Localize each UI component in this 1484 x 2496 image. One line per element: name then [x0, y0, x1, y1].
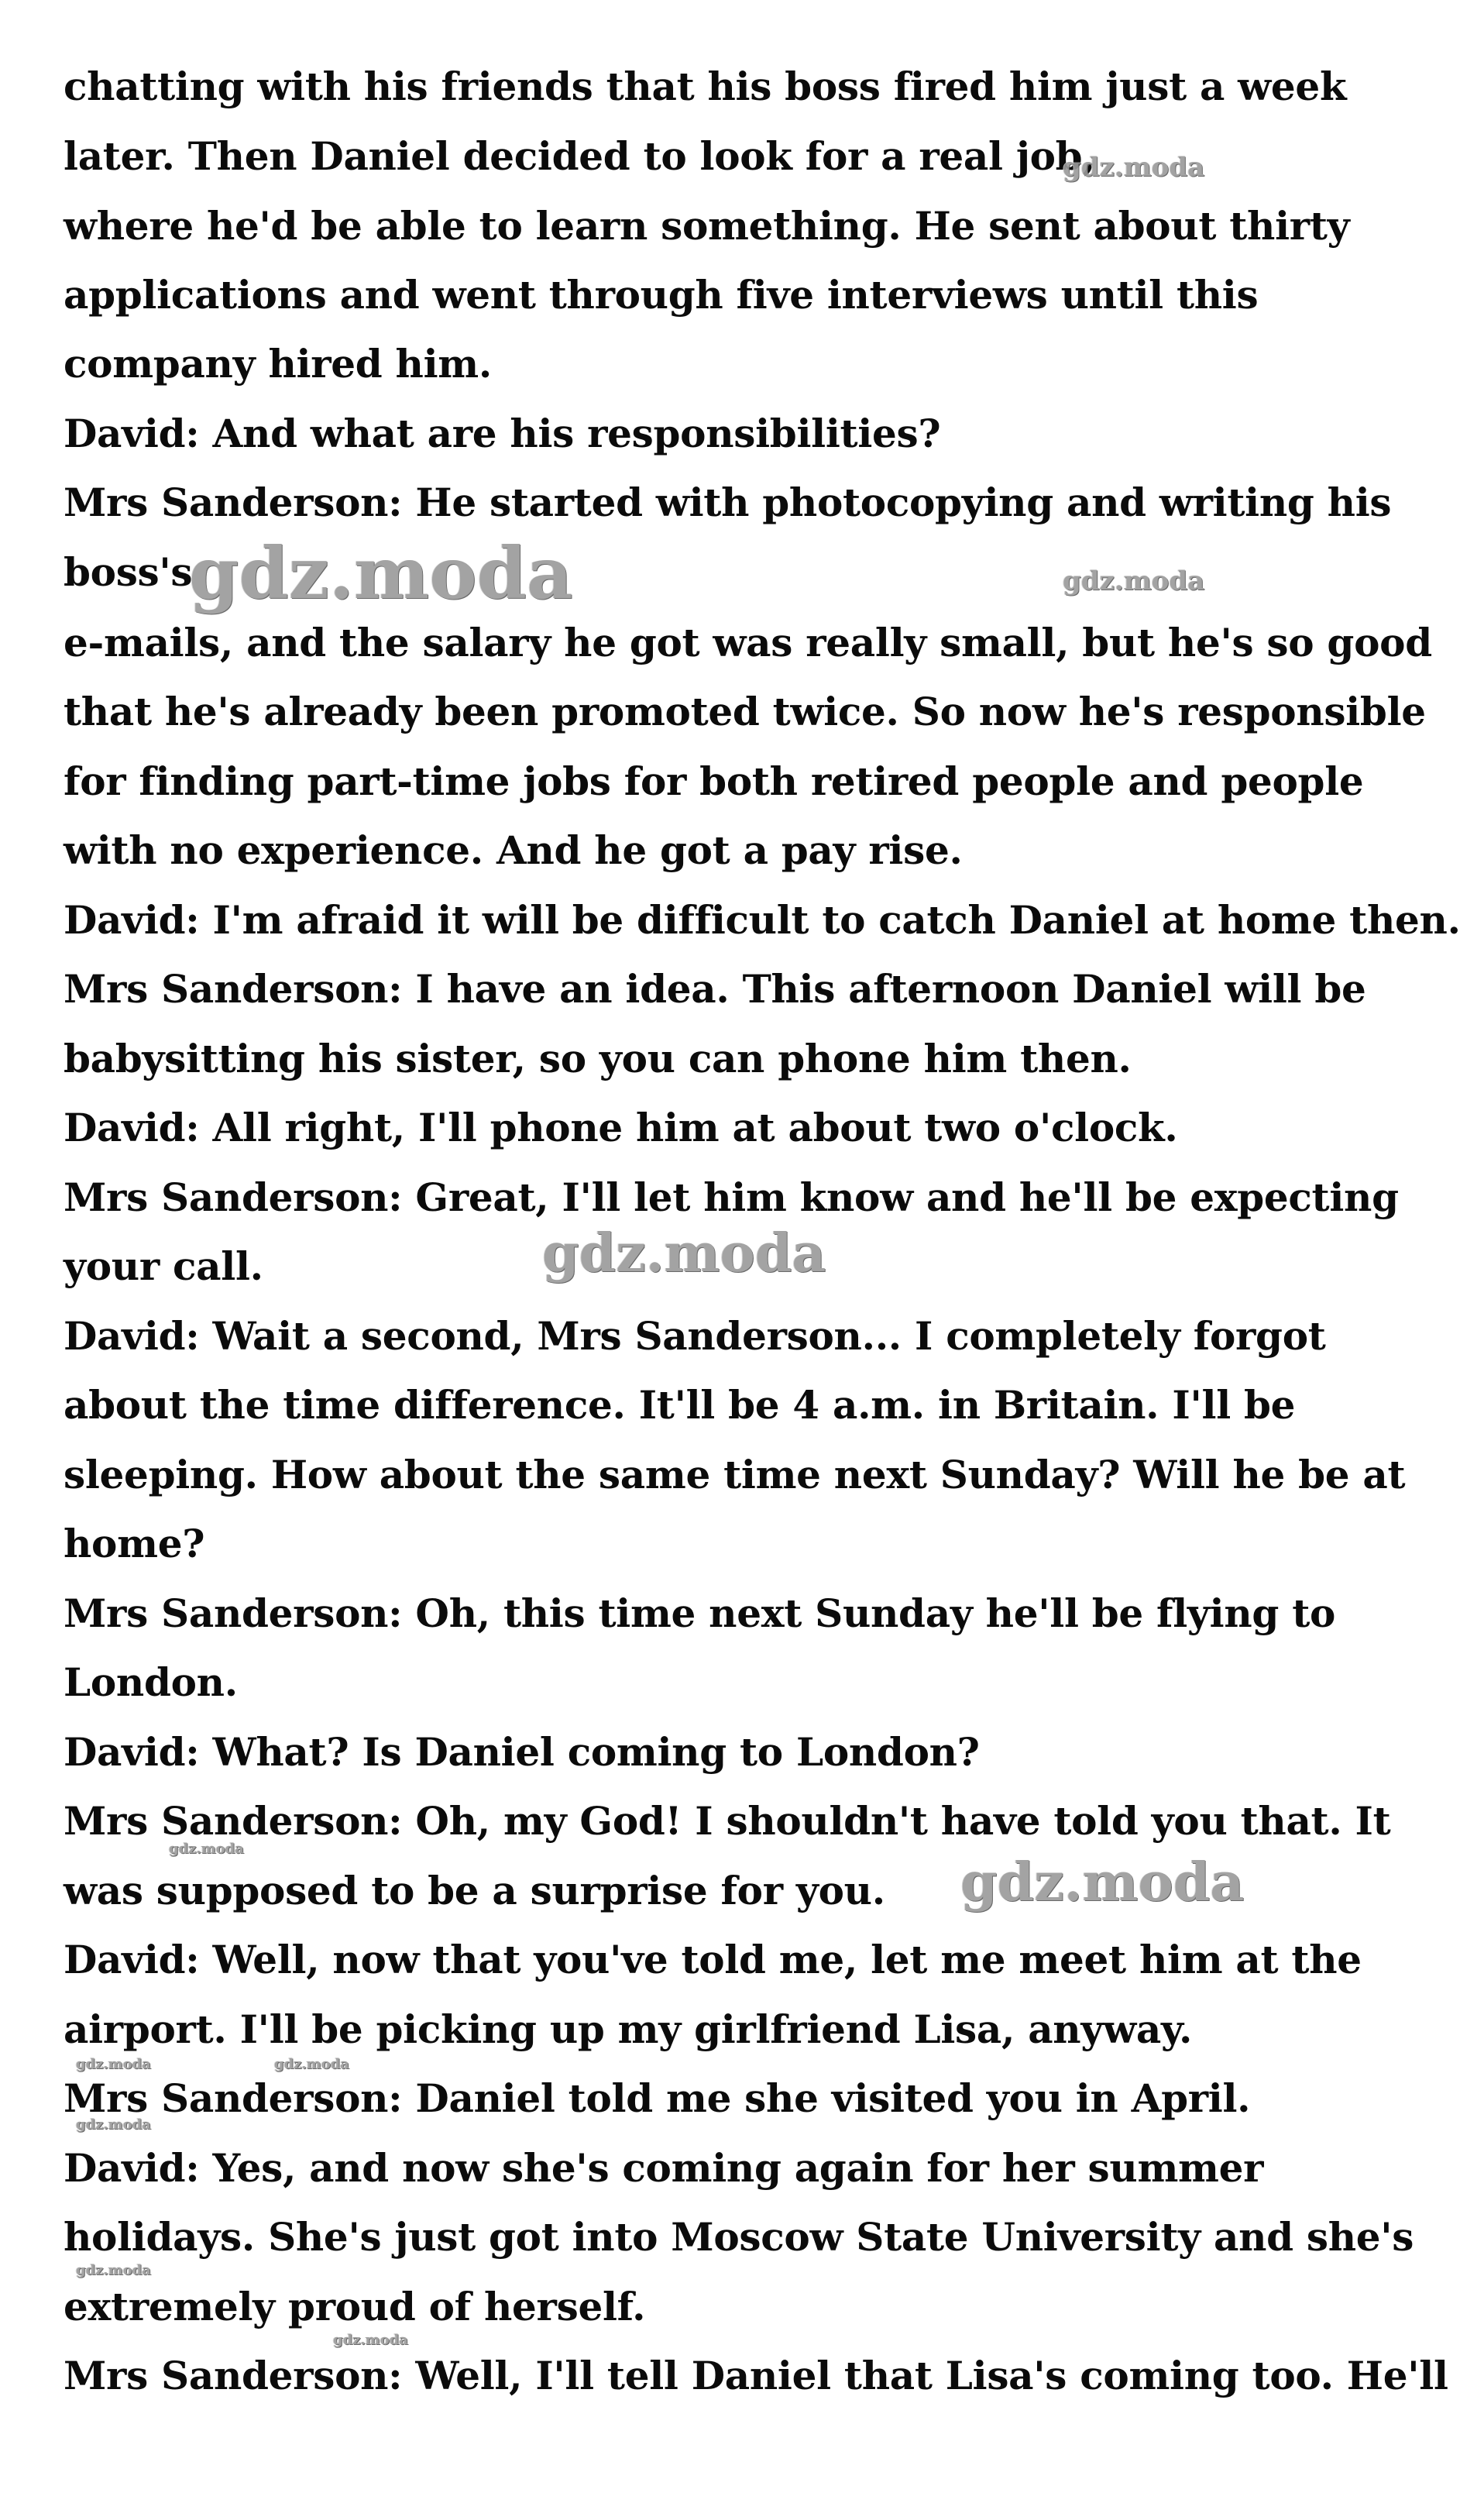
watermark: gdz.moda: [1063, 152, 1205, 183]
text-line: about the time difference. It'll be 4 a.m. in Britain. I'll be: [64, 1382, 1296, 1428]
text-line: David: All right, I'll phone him at about two o'clock.: [64, 1105, 1178, 1150]
text-line: home?: [64, 1521, 205, 1566]
text-line: extremely proud of herself.: [64, 2284, 646, 2329]
watermark: gdz.moda: [76, 2056, 151, 2072]
text-line: Mrs Sanderson: He started with photocopying and writing his: [64, 480, 1392, 525]
text-line: David: What? Is Daniel coming to London?: [64, 1729, 980, 1775]
watermark: gdz.moda: [274, 2056, 349, 2072]
text-line: was supposed to be a surprise for you.: [64, 1868, 885, 1913]
watermark: gdz.moda: [542, 1222, 826, 1284]
text-line: sleeping. How about the same time next Sunday? Will he be at: [64, 1452, 1406, 1497]
text-line: Mrs Sanderson: Oh, my God! I shouldn't have told you that. It: [64, 1798, 1391, 1844]
text-line: with no experience. And he got a pay rise.: [64, 827, 963, 873]
text-line: David: Wait a second, Mrs Sanderson... I completely forgot: [64, 1313, 1326, 1359]
text-line: for finding part-time jobs for both retired people and people: [64, 758, 1364, 804]
text-line: your call.: [64, 1243, 263, 1289]
text-line: that he's already been promoted twice. So now he's responsible: [64, 689, 1426, 734]
text-line: later. Then Daniel decided to look for a real job,: [64, 133, 1096, 179]
text-line: boss's: [64, 549, 193, 595]
watermark: gdz.moda: [333, 2332, 408, 2348]
text-line: David: Yes, and now she's coming again for her summer: [64, 2145, 1264, 2191]
text-line: chatting with his friends that his boss fired him just a week: [64, 64, 1347, 109]
text-line: where he'd be able to learn something. He sent about thirty: [64, 203, 1350, 249]
text-line: babysitting his sister, so you can phone him then.: [64, 1036, 1132, 1081]
text-line: company hired him.: [64, 341, 492, 387]
text-line: Mrs Sanderson: Well, I'll tell Daniel that Lisa's coming too. He'll: [64, 2353, 1448, 2398]
text-line: Mrs Sanderson: Oh, this time next Sunday he'll be flying to: [64, 1590, 1336, 1636]
text-line: London.: [64, 1659, 238, 1705]
text-line: Mrs Sanderson: I have an idea. This afternoon Daniel will be: [64, 966, 1366, 1012]
text-line: David: I'm afraid it will be difficult to catch Daniel at home then.: [64, 897, 1461, 943]
watermark: gdz.moda: [960, 1851, 1245, 1913]
text-line: David: And what are his responsibilities?: [64, 411, 941, 456]
watermark: gdz.moda: [76, 2116, 151, 2133]
text-line: holidays. She's just got into Moscow State University and she's: [64, 2214, 1414, 2260]
text-line: Mrs Sanderson: Great, I'll let him know and he'll be expecting: [64, 1174, 1399, 1220]
text-line: David: Well, now that you've told me, let me meet him at the: [64, 1937, 1362, 1982]
text-line: airport. I'll be picking up my girlfriend Lisa, anyway.: [64, 2006, 1193, 2052]
text-line: e-mails, and the salary he got was really small, but he's so good: [64, 620, 1432, 665]
text-line: applications and went through five interviews until this: [64, 272, 1259, 318]
text-line: Mrs Sanderson: Daniel told me she visited you in April.: [64, 2075, 1251, 2121]
watermark: gdz.moda: [1063, 566, 1205, 596]
watermark: gdz.moda: [76, 2262, 151, 2278]
watermark: gdz.moda: [169, 1841, 244, 1857]
watermark: gdz.moda: [189, 531, 573, 615]
